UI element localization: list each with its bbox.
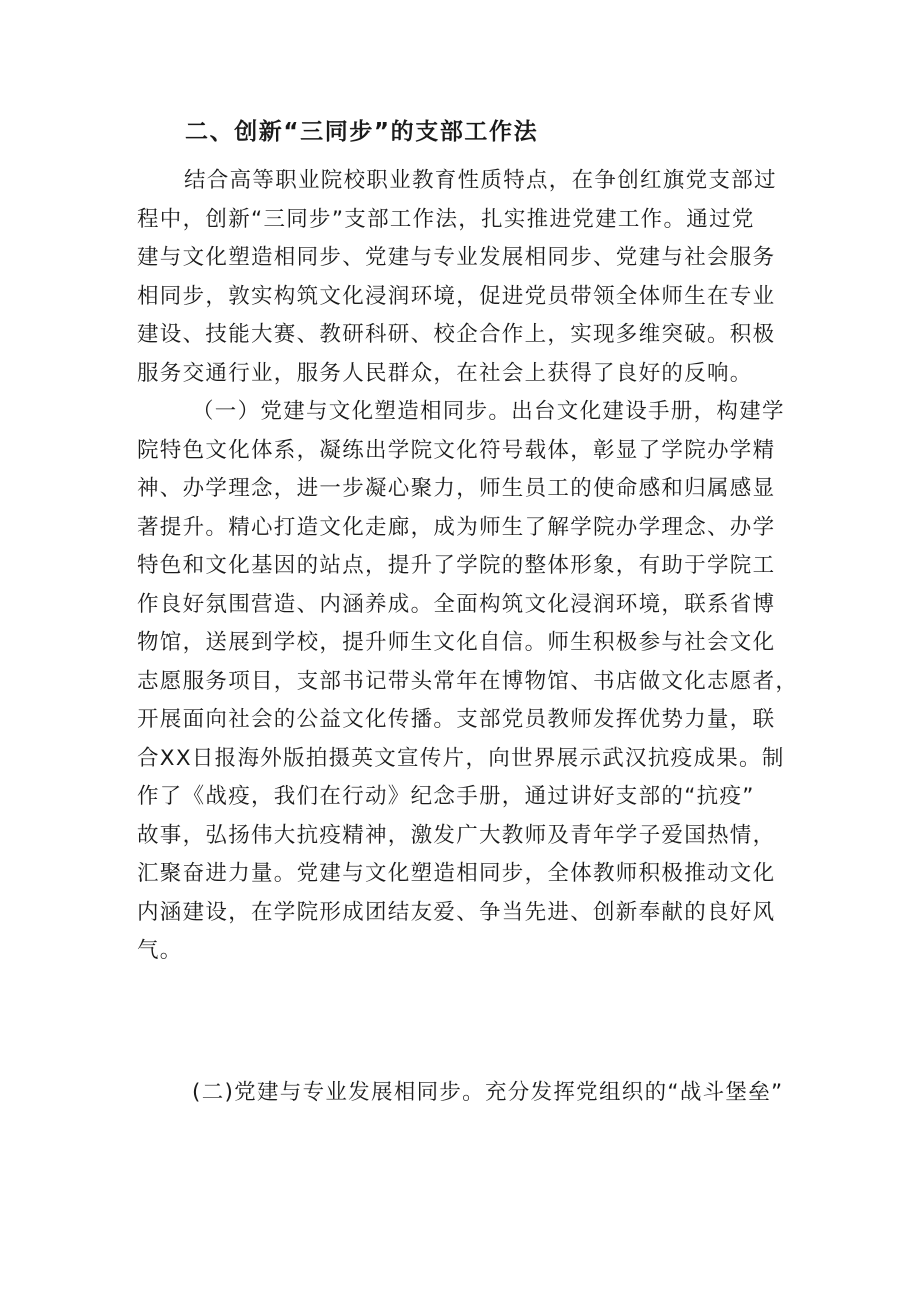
paragraph-intro <box>137 162 797 393</box>
paragraph-line: 建与文化塑造相同步、党建与专业发展相同步、党建与社会服务 <box>137 245 776 270</box>
paragraph-line: 院特色文化体系，凝练出学院文化符号载体，彰显了学院办学精 <box>137 437 776 463</box>
paragraph-line: 内涵建设，在学院形成团结友爱、争当先进、创新奉献的良好风 <box>137 899 776 925</box>
paragraph-line: 结合高等职业院校职业教育性质特点，在争创红旗党支部过 <box>184 168 777 193</box>
paragraph-line: 建设、技能大赛、教研科研、校企合作上，实现多维突破。积极 <box>137 322 776 347</box>
paragraph-line: 合XX日报海外版拍摄英文宣传片，向世界展示武汉抗疫成果。制 <box>137 745 785 771</box>
paragraph-line: 故事，弘扬伟大抗疫精神，激发广大教师及青年学子爱国热情， <box>137 822 776 848</box>
paragraph-line: 著提升。精心打造文化走廊，成为师生了解学院办学理念、办学 <box>137 514 776 540</box>
paragraph-profession <box>137 1074 797 1113</box>
paragraph-line: 相同步，敦实构筑文化浸润环境，促进党员带领全体师生在专业 <box>137 283 776 309</box>
paragraph-line: 特色和文化基因的站点，提升了学院的整体形象，有助于学院工 <box>137 553 776 578</box>
paragraph-line: 开展面向社会的公益文化传播。支部党员教师发挥优势力量，联 <box>137 707 776 732</box>
paragraph-culture <box>137 393 797 971</box>
paragraph-line: 物馆，送展到学校，提升师生文化自信。师生积极参与社会文化 <box>137 630 776 655</box>
paragraph-line: 神、办学理念，进一步凝心聚力，师生员工的使命感和归属感显 <box>137 476 776 501</box>
paragraph-line: （一）党建与文化塑造相同步。出台文化建设手册，构建学 <box>192 399 785 424</box>
paragraph-line: 作良好氛围营造、内涵养成。全面构筑文化浸润环境，联系省博 <box>137 591 776 617</box>
paragraph-line: 程中，创新“三同步”支部工作法，扎实推进党建工作。通过党 <box>137 206 755 232</box>
paragraph-line: 志愿服务项目，支部书记带头常年在博物馆、书店做文化志愿者， <box>137 668 799 694</box>
paragraph-line: 汇聚奋进力量。党建与文化塑造相同步，全体教师积极推动文化 <box>137 861 776 886</box>
section-heading: 二、创新“三同步”的支部工作法 <box>185 119 539 145</box>
paragraph-line: (二)党建与专业发展相同步。充分发挥党组织的“战斗堡垒” <box>192 1080 784 1105</box>
paragraph-line: 作了《战疫，我们在行动》纪念手册，通过讲好支部的“抗疫” <box>137 784 755 809</box>
paragraph-line: 气。 <box>137 938 183 963</box>
paragraph-line: 服务交通行业，服务人民群众，在社会上获得了良好的反响。 <box>137 360 753 386</box>
